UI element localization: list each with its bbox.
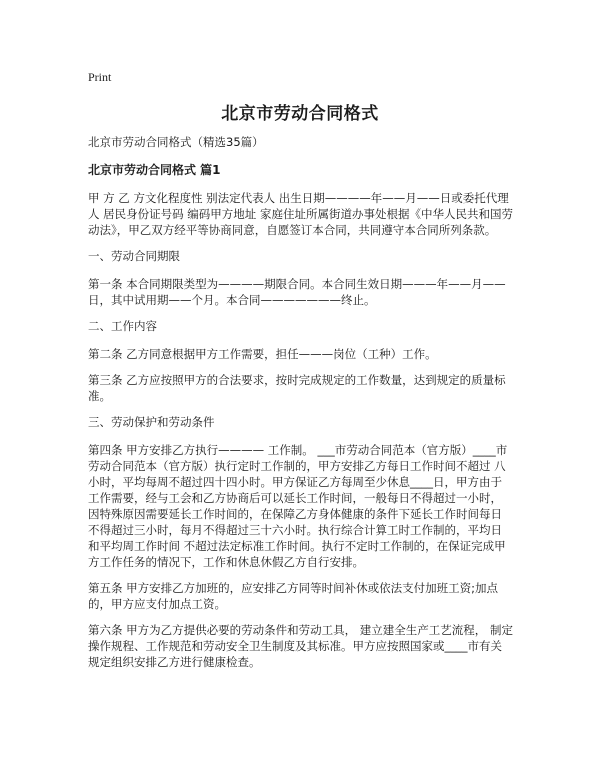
document-body bbox=[88, 134, 513, 680]
article-3: 第三条 乙方应按照甲方的合法要求，按时完成规定的工作数量，达到规定的质量标准。 bbox=[88, 373, 506, 403]
article-4: 第四条 甲方安排乙方执行———— 工作制。 ___市劳动合同范本（官方版）____市劳动合同范本（官方版）执行定时工作制的，甲方安排乙方每日工作时间不超过 八小时，平均每周不超过四十四小时。甲方保证乙方每周至少休息____日，甲方由于工作需要，经与工会和乙方协商后可以延长工作时间，一般每日不得超过一小时，因特殊原因需要延长工作时间的，在保障乙方身体健康的条件下延长工作时间每日不得超过三小时，每月不得超过三十六小时。执行综合计算工时工作制的，平均日和平均周工作时间 不超过法定标准工作时间。执行不定时工作制的，在保证完成甲方工作任务的情况下，工作和休息休假乙方自行安排。 bbox=[88, 443, 508, 569]
intro-paragraph: 甲 方 乙 方文化程度性 别法定代表人 出生日期————年——月——日或委托代理人 居民身份证号码 编码甲方地址 家庭住址所属街道办事处根据《中华人民共和国劳动法》，甲乙双方经平等协商同意，自愿签订本合同，共同遵守本合同所列条款。 bbox=[88, 191, 513, 237]
article-2: 第二条 乙方同意根据甲方工作需要，担任———岗位（工种）工作。 bbox=[88, 347, 437, 361]
article-1: 第一条 本合同期限类型为————期限合同。本合同生效日期———年——月——日，其中试用期——个月。本合同———————终止。 bbox=[88, 277, 506, 307]
article-5: 第五条 甲方安排乙方加班的，应安排乙方同等时间补休或依法支付加班工资;加点的，甲方应支付加点工资。 bbox=[88, 581, 499, 611]
heading-work-content: 二、工作内容 bbox=[88, 319, 157, 333]
section-title: 北京市劳动合同格式 篇1 bbox=[88, 163, 221, 177]
article-6: 第六条 甲方为乙方提供必要的劳动条件和劳动工具， 建立建全生产工艺流程， 制定操作规程、工作规范和劳动安全卫生制度及其标准。甲方应按照国家或____市有关规定组织安排乙方进行健康检查。 bbox=[88, 623, 513, 669]
document-subtitle: 北京市劳动合同格式（精选35篇） bbox=[88, 135, 264, 149]
print-link[interactable]: Print bbox=[88, 70, 112, 84]
heading-labor-protection: 三、劳动保护和劳动条件 bbox=[88, 415, 215, 429]
document-title: 北京市劳动合同格式 bbox=[221, 104, 379, 124]
heading-contract-term: 一、劳动合同期限 bbox=[88, 249, 180, 263]
